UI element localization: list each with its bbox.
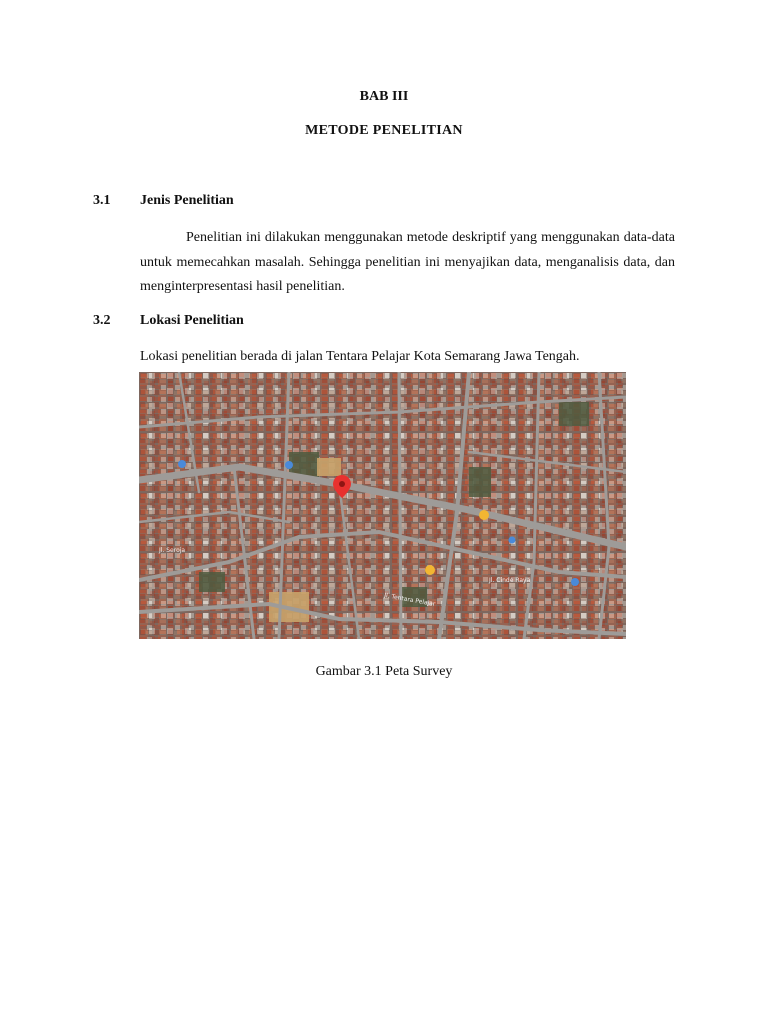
svg-text:Jl. Seroja: Jl. Seroja xyxy=(159,547,186,554)
section-paragraph: Penelitian ini dilakukan menggunakan metode deskriptif yang menggunakan data-data untuk memecahkan masalah. Sehingga penelitian ini menyajikan data, menganalisis data, dan menginterpresentasi hasil penelitian. xyxy=(140,230,675,294)
chapter-title: METODE PENELITIAN xyxy=(305,123,463,138)
section-paragraph: Lokasi penelitian berada di jalan Tentara Pelajar Kota Semarang Jawa Tengah. xyxy=(140,349,580,364)
svg-text:Jl. Cinde Raya: Jl. Cinde Raya xyxy=(489,577,531,584)
chapter-number: BAB III xyxy=(359,89,409,104)
section-number: 3.1 xyxy=(93,193,111,208)
satellite-map-image xyxy=(139,372,626,639)
section-title: Lokasi Penelitian xyxy=(140,313,244,328)
section-number: 3.2 xyxy=(93,313,111,328)
svg-text:Jl. Tentara Pelajar: Jl. Tentara Pelajar xyxy=(383,592,436,608)
section-title: Jenis Penelitian xyxy=(140,193,234,208)
figure-caption: Gambar 3.1 Peta Survey xyxy=(315,664,453,679)
